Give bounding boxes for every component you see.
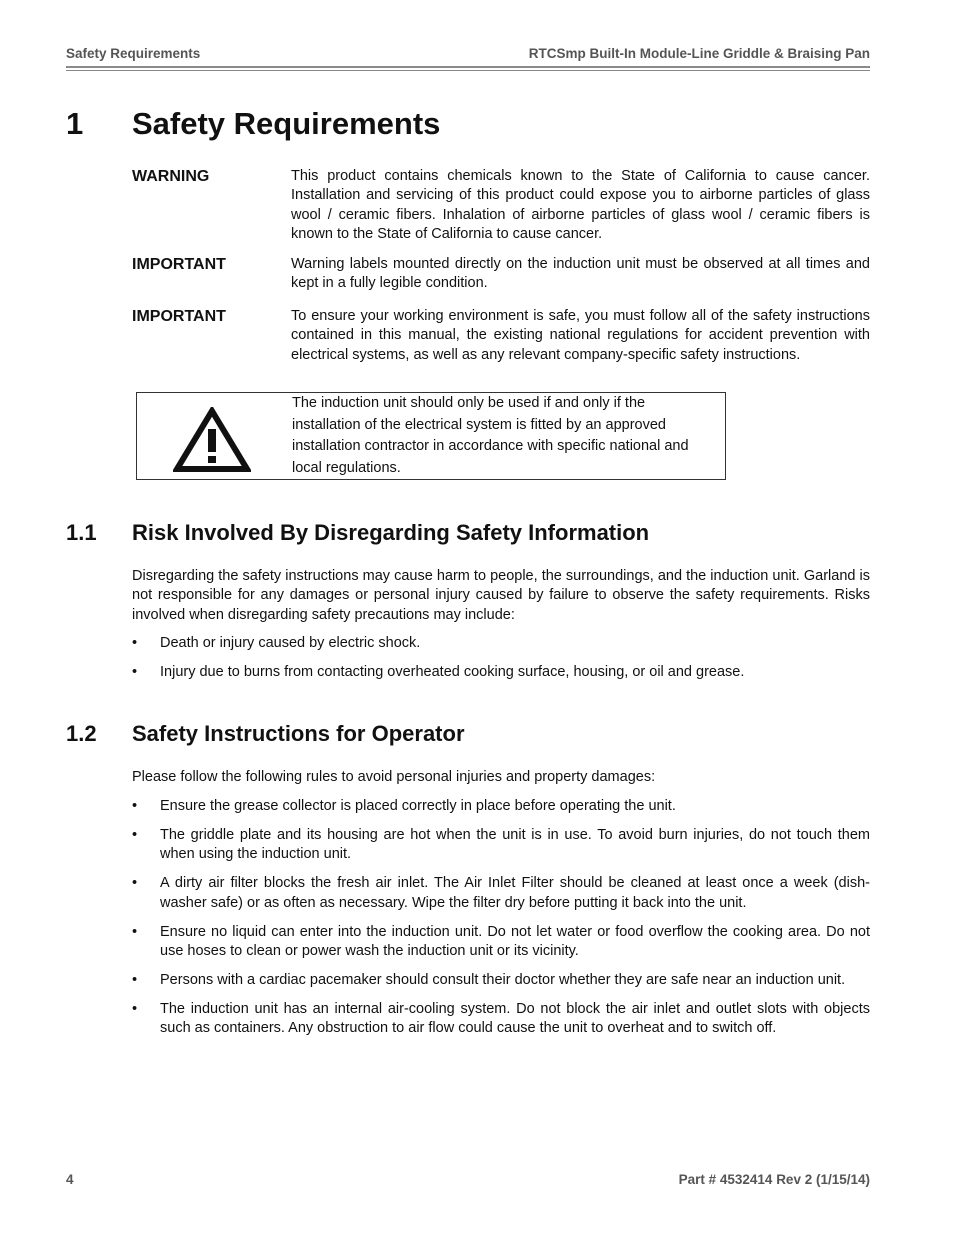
important-notice (132, 255, 870, 294)
bullet-icon: • (132, 635, 138, 651)
bullet-icon: • (132, 663, 138, 680)
list-item (132, 634, 870, 653)
section-title: Safety Instructions for Operator (132, 721, 465, 746)
important-notice (132, 307, 870, 365)
list-item-text: The griddle plate and its housing are hot when the unit is in use. To avoid burn injuries, do not touch them when using the induction unit. (160, 826, 870, 863)
section-title: Risk Involved By Disregarding Safety Information (132, 520, 650, 545)
section-number: 1.1 (66, 520, 97, 545)
bullet-icon: • (132, 923, 138, 940)
list-item (132, 663, 870, 682)
header-rule-thick (66, 66, 870, 68)
list-item-text: Ensure no liquid can enter into the induction unit. Do not let water or food overflow the cooking area. Do not use hoses to clean or power wash the induction unit or its vicinity. (160, 923, 870, 959)
callout-line: installation of the electrical system is fitted by an approved (292, 416, 666, 433)
warning-triangle-icon (173, 407, 251, 473)
list-item (132, 971, 870, 990)
list-item (132, 1000, 870, 1039)
header-rule-thin (66, 70, 870, 71)
list-item-text: A dirty air filter blocks the fresh air inlet. The Air Inlet Filter should be cleaned at least once a week (dish-washer safe) or as often as necessary. Wipe the filter dry before putting it back into the unit. (160, 875, 870, 911)
section-intro: Disregarding the safety instructions may cause harm to people, the surroundings, and the induction unit. Garland is not responsible for any damages or personal injury caused by failure to observe the safety requirements. Risks involved when disregarding safety precautions may include: (132, 568, 870, 623)
list-item (132, 923, 870, 962)
notice-label: IMPORTANT (132, 256, 226, 273)
section-number: 1.2 (66, 721, 97, 746)
callout-line: installation contractor in accordance with specific national and (292, 438, 689, 455)
warning-callout (136, 392, 726, 480)
list-item-text: The induction unit has an internal air-cooling system. Do not block the air inlet and outlet slots with objects such as containers. Any obstruction to air flow could cause the unit to overheat and to switch off. (160, 1000, 870, 1037)
notice-text: This product contains chemicals known to the State of California to cause cancer. Installation and servicing of this product could expose you to airborne particles of glass wool / ceramic fibers. Inhalation of airborne particles of glass wool / ceramic fibers is known to the State of California to cause cancer. (291, 168, 870, 242)
callout-line: local regulations. (292, 459, 401, 476)
bullet-icon: • (132, 826, 138, 843)
bullet-icon: • (132, 875, 138, 892)
warning-notice (132, 167, 870, 244)
callout-text (292, 393, 717, 479)
bullet-list (132, 797, 870, 1048)
list-item-text: Injury due to burns from contacting overheated cooking surface, housing, or oil and grease. (160, 663, 745, 680)
list-item (132, 826, 870, 865)
section-intro: Please follow the following rules to avoid personal injuries and property damages: (132, 769, 656, 785)
list-item (132, 874, 870, 913)
bullet-icon: • (132, 798, 138, 814)
list-item (132, 797, 870, 816)
bullet-icon: • (132, 971, 138, 988)
page-number: 4 (66, 1172, 74, 1187)
bullet-icon: • (132, 1000, 138, 1017)
list-item-text: Persons with a cardiac pacemaker should consult their doctor whether they are safe near an induction unit. (160, 971, 846, 988)
part-number: Part # 4532414 Rev 2 (1/15/14) (678, 1172, 870, 1187)
callout-line: The induction unit should only be used if and only if the (292, 395, 646, 411)
chapter-number: 1 (66, 106, 84, 141)
chapter-title: Safety Requirements (132, 106, 441, 141)
list-item-text: Ensure the grease collector is placed correctly in place before operating the unit. (160, 798, 676, 814)
list-item-text: Death or injury caused by electric shock. (160, 635, 421, 651)
notice-text: Warning labels mounted directly on the induction unit must be observed at all times and kept in a fully legible condition. (291, 256, 870, 292)
running-header-section: Safety Requirements (66, 46, 201, 61)
running-header-title: RTCSmp Built-In Module-Line Griddle & Braising Pan (528, 46, 870, 61)
notice-label: IMPORTANT (132, 308, 226, 325)
notice-text: To ensure your working environment is safe, you must follow all of the safety instructions contained in this manual, the existing national regulations for accident prevention with electrical systems, as well as any relevant company-specific safety instructions. (291, 308, 870, 363)
notice-label: WARNING (132, 168, 210, 185)
bullet-list (132, 634, 870, 692)
